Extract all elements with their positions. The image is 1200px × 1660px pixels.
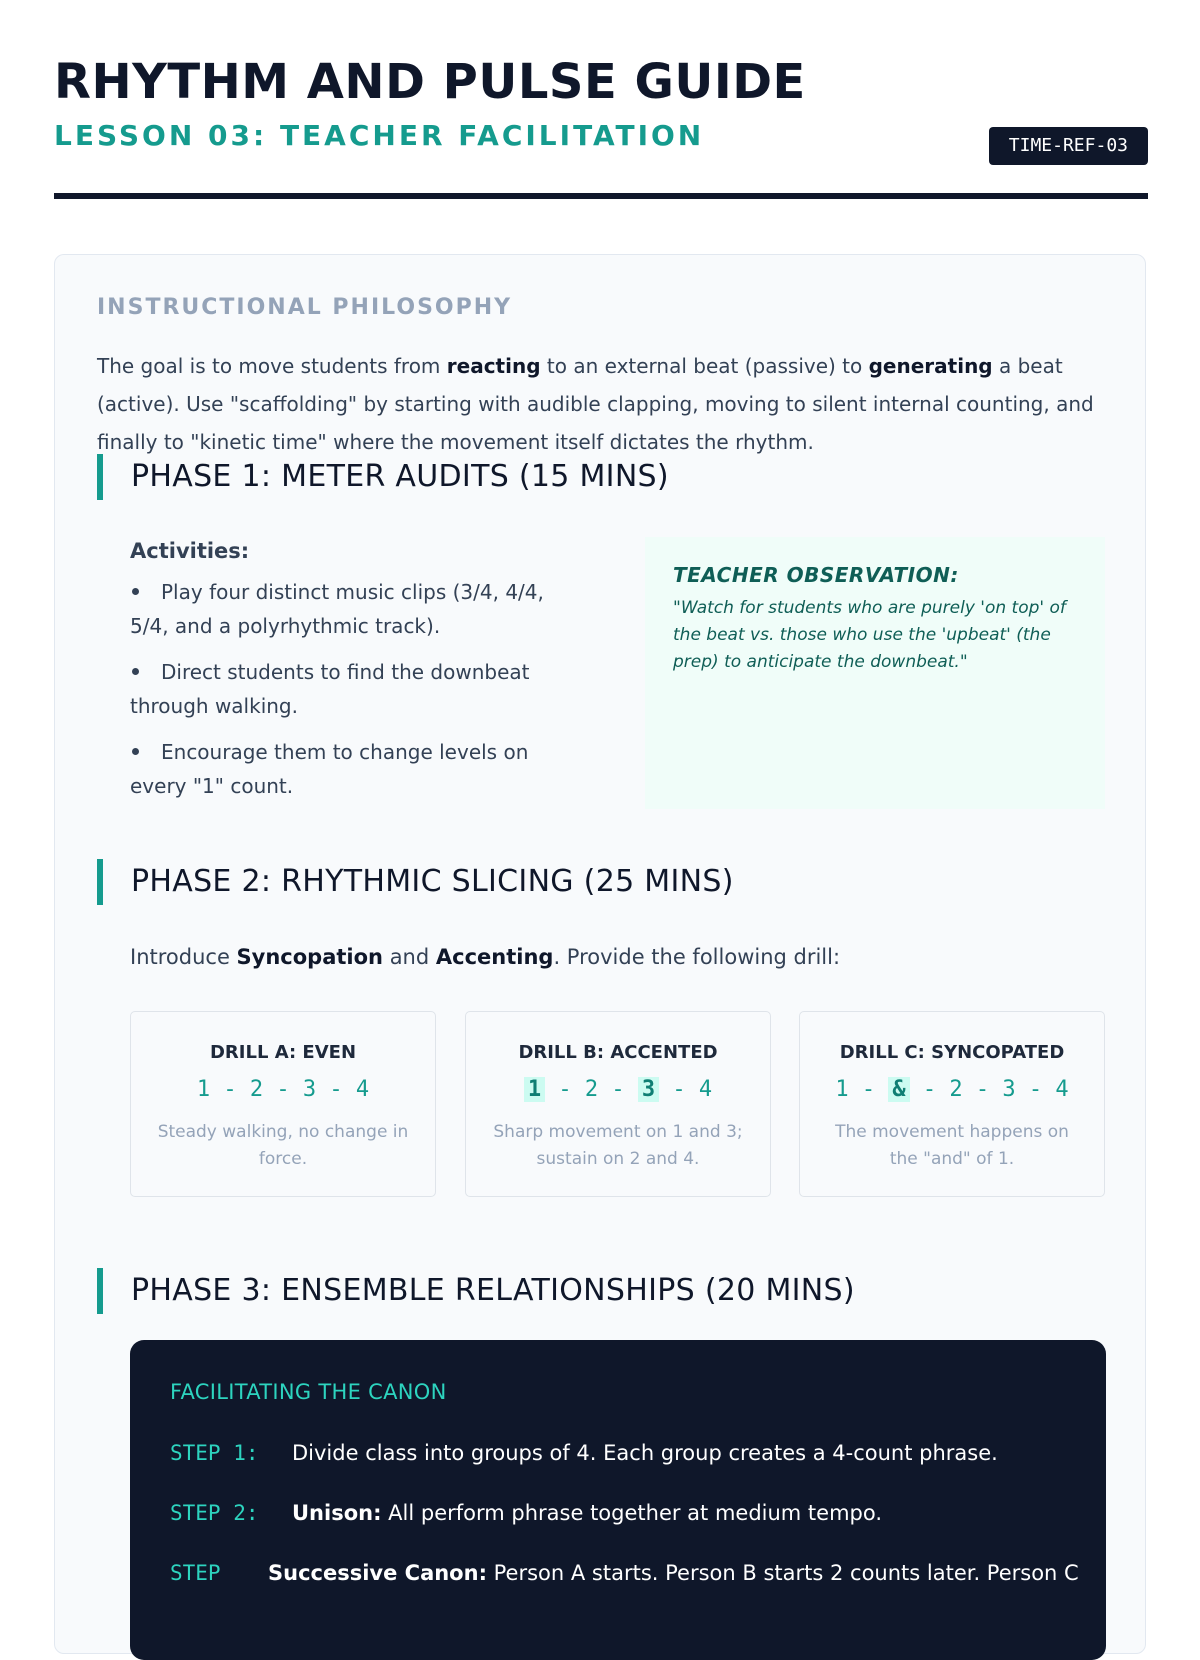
header-divider — [54, 193, 1148, 199]
drill-card-c — [799, 1011, 1105, 1197]
activities-label: Activities: — [130, 539, 250, 563]
beat-count: 2 — [249, 1077, 264, 1102]
reference-badge: TIME-REF-03 — [989, 127, 1148, 165]
activity-text: Direct students to find the downbeat through walking. — [130, 660, 530, 718]
step-bold: Successive Canon: — [268, 1561, 487, 1585]
beat-separator: - — [329, 1077, 343, 1102]
beat-count: & — [888, 1077, 909, 1102]
step-row-3 — [170, 1558, 1079, 1588]
beat-separator: - — [922, 1077, 937, 1102]
page-subtitle: LESSON 03: TEACHER FACILITATION — [54, 119, 705, 152]
teacher-observation-box — [645, 537, 1105, 809]
philosophy-text-part: a beat (active). Use "scaffolding" by starting with audible clapping, moving to silent internal counting, and finally to "kinetic time" where the movement itself dictates the rhythm. — [97, 354, 1094, 454]
phase-2-intro — [130, 945, 840, 969]
drill-description: Steady walking, no change in force. — [157, 1122, 409, 1169]
philosophy-text-part: to an external beat (passive) to — [540, 354, 869, 378]
phase-3-heading: PHASE 3: ENSEMBLE RELATIONSHIPS (20 MINS) — [97, 1268, 855, 1314]
step-row-1 — [170, 1438, 998, 1468]
list-item — [130, 655, 570, 723]
philosophy-text — [97, 347, 1097, 461]
phase-2-heading: PHASE 2: RHYTHMIC SLICING (25 MINS) — [97, 859, 734, 905]
step-label: STEP 1: — [170, 1441, 259, 1465]
drill-title: DRILL C: SYNCOPATED — [839, 1042, 1065, 1063]
philosophy-label: INSTRUCTIONAL PHILOSOPHY — [97, 295, 513, 320]
drill-sequence — [466, 1075, 770, 1105]
beat-count: 1 — [835, 1077, 849, 1102]
beat-count: 3 — [302, 1077, 317, 1102]
bullet-icon — [132, 748, 139, 755]
beat-count: 3 — [1002, 1077, 1016, 1102]
beat-count: 4 — [355, 1077, 370, 1102]
step-label: STEP — [170, 1561, 221, 1585]
beat-separator: - — [1028, 1077, 1043, 1102]
activities-list — [130, 575, 570, 815]
activity-text: Encourage them to change levels on every "1" count. — [130, 740, 529, 798]
beat-count: 4 — [698, 1077, 713, 1102]
lesson-card — [54, 254, 1146, 1654]
beat-separator: - — [975, 1077, 990, 1102]
drill-card-a — [130, 1011, 436, 1197]
drill-description: Sharp movement on 1 and 3; sustain on 2 and 4. — [493, 1122, 743, 1169]
step-text: Person A starts. Person B starts 2 counts later. Person C — [486, 1561, 1079, 1585]
beat-count: 1 — [524, 1077, 545, 1102]
beat-separator: - — [276, 1077, 290, 1102]
list-item — [130, 575, 570, 643]
beat-separator: - — [861, 1077, 876, 1102]
philosophy-bold-generating: generating — [868, 354, 993, 378]
bullet-icon — [132, 668, 139, 675]
philosophy-text-part: The goal is to move students from — [97, 354, 447, 378]
beat-count: 2 — [949, 1077, 963, 1102]
intro-text-part: Introduce — [130, 945, 237, 969]
beat-count: 2 — [584, 1077, 599, 1102]
beat-separator: - — [223, 1077, 237, 1102]
activity-text: Play four distinct music clips (3/4, 4/4, 5/4, and a polyrhythmic track). — [130, 580, 544, 638]
drill-description: The movement happens on the "and" of 1. — [835, 1122, 1069, 1169]
drill-sequence — [131, 1075, 435, 1105]
beat-count: 4 — [1055, 1077, 1069, 1102]
observation-title: TEACHER OBSERVATION: — [673, 563, 959, 587]
list-item — [130, 735, 570, 803]
step-text: All perform phrase together at medium tempo. — [381, 1501, 883, 1525]
header — [54, 52, 1148, 154]
bullet-icon — [132, 588, 139, 595]
drill-title: DRILL B: ACCENTED — [518, 1042, 718, 1063]
drill-sequence — [800, 1075, 1104, 1105]
page-title: RHYTHM AND PULSE GUIDE — [54, 54, 806, 110]
beat-count: 1 — [196, 1077, 211, 1102]
phase-1-heading: PHASE 1: METER AUDITS (15 MINS) — [97, 454, 669, 500]
drill-title: DRILL A: EVEN — [209, 1042, 357, 1063]
step-label: STEP 2: — [170, 1501, 259, 1525]
step-bold: Unison: — [292, 1501, 382, 1525]
beat-count: 3 — [638, 1077, 659, 1102]
intro-bold-accenting: Accenting — [435, 945, 554, 969]
beat-separator: - — [672, 1077, 686, 1102]
intro-text-part: . Provide the following drill: — [553, 945, 841, 969]
canon-panel — [130, 1340, 1106, 1660]
observation-text: "Watch for students who are purely 'on top' of the beat vs. those who use the 'upbeat' (the prep) to anticipate the downbeat." — [673, 598, 1066, 672]
beat-separator: - — [611, 1077, 625, 1102]
philosophy-bold-reacting: reacting — [446, 354, 541, 378]
step-text: Divide class into groups of 4. Each group creates a 4-count phrase. — [292, 1441, 998, 1465]
canon-title: FACILITATING THE CANON — [170, 1380, 447, 1404]
intro-text-part: and — [383, 945, 436, 969]
step-row-2 — [170, 1498, 882, 1528]
beat-separator: - — [558, 1077, 572, 1102]
drill-card-b — [465, 1011, 771, 1197]
intro-bold-syncopation: Syncopation — [236, 945, 384, 969]
